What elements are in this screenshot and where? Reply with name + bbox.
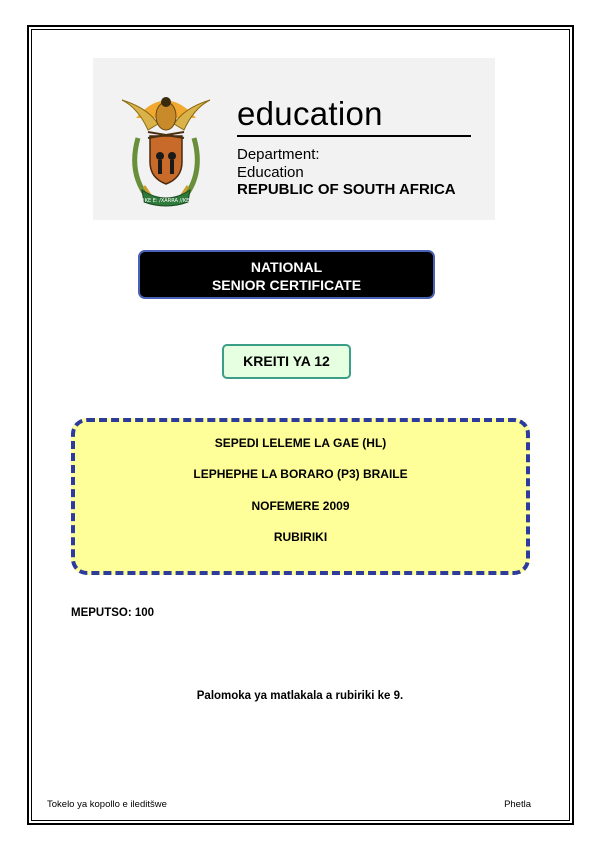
department-label: Department:: [237, 146, 320, 163]
paper-subject: SEPEDI LELEME LA GAE (HL): [214, 436, 387, 450]
crest-motto: !KE E: /XARRA //KE: [142, 198, 190, 204]
country-name: REPUBLIC OF SOUTH AFRICA: [237, 181, 456, 198]
paper-title-box: [71, 418, 530, 575]
department-name: Education: [237, 164, 304, 181]
paper-date: NOFEMERE 2009: [251, 499, 350, 513]
footer-turn-over: Phetla: [504, 799, 531, 810]
logo-divider: [237, 135, 471, 137]
certificate-banner: [138, 250, 435, 299]
document-type: RUBIRIKI: [273, 530, 328, 544]
total-marks: MEPUTSO: 100: [71, 607, 155, 619]
grade-badge: KREITI YA 12: [222, 344, 351, 379]
footer-copyright: Tokelo ya kopollo e ileditšwe: [47, 799, 167, 810]
logo-education-word: education: [237, 95, 383, 132]
certificate-line-2: SENIOR CERTIFICATE: [211, 277, 362, 293]
coat-of-arms-icon: [118, 78, 214, 208]
certificate-line-1: NATIONAL: [250, 259, 323, 275]
paper-name: LEPHEPHE LA BORARO (P3) BRAILE: [193, 467, 408, 481]
page-count-note: Palomoka ya matlakala a rubiriki ke 9.: [196, 690, 404, 702]
